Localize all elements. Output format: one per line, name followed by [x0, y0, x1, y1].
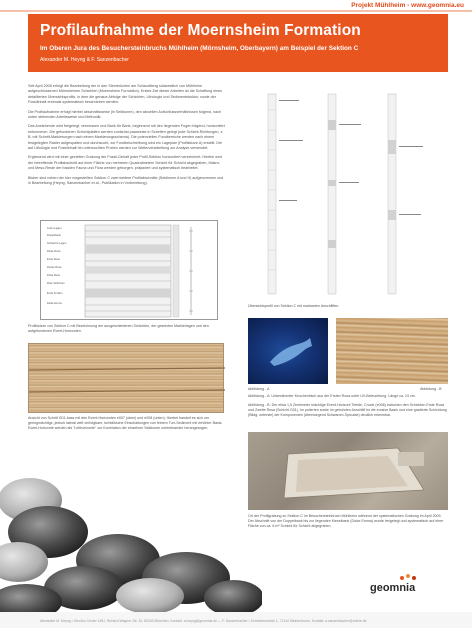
stratigraphic-overview	[248, 90, 448, 300]
strat-columns-graphic	[248, 90, 448, 300]
paragraph: Seit April 2008 erfolgt die Bearbeitung der in den Steinbrüchen am Schaudiberg südwestlich von Mühlheim aufgeschlossenen Mörnsheimer Schichten (Moernsheim Formation). Erstes Ziel dieser Arbeiten ist die Schaffung eines detaillierten Übersichtsprofils, in dem die genaue Abfolge der Schichten, Lithologie und Sedimentstruktur, sowie der Fossilinhalt erstmals systematisch beschrieben werden.	[28, 84, 223, 105]
layer-label: Schwarze Lagen	[47, 242, 67, 245]
profile-sketch-graphic	[41, 221, 219, 321]
paragraph: Das Anstehende wird freigelegt, vermessen und Bank für Bank, beginnend mit den liegenden Fugen folgend, horizontiert entnommen. Die gefundenen Schichtplatten werden zunächst paarweise in Schelfen gelegt (rote Schicht-Richtungen, z. B. mit Schnitt-Markierungen nach einem Markierungsschema). Die potenziellen Fundbereiche werden nach einem festgelegten Raster aufgespalten und durchsucht, zur Fundbeschreibung wird ein Lageplan (Profilskizze A) erstellt. Die auf Lithologie und Fossilinhalt hin untersuchten Proben werden zur Weiterverarbeitung zur Analyse verwendet.	[28, 124, 225, 151]
decorative-stones	[0, 470, 262, 620]
layer-label: Lehm-Lagen	[47, 227, 62, 230]
logo-dots-icon	[398, 572, 418, 582]
excavation-graphic	[248, 432, 448, 510]
strat-caption: Übersichtsprofil von Sektion C mit markanten Anschliffen.	[248, 304, 340, 308]
paragraph: Bisher sind neben der hier vorgestellten Sektion C zwei weitere Profilabschnitte (Sektionen A und H) aufgenommen und in Bearbeitung (Heyng, Sanzenbacher et al., Publikation in Vorbereitung).	[28, 175, 224, 186]
layer-label: Dritte Rosa	[47, 274, 60, 277]
paragraph: Die Profilaufnahme erfolgt hierbei abschnittsweise (in Sektionen), den aktuellen Aufschlussverhältnissen folgend, nach unten stehenden Arbeitsweise und Methodik:	[28, 109, 222, 120]
poster-title: Profilaufnahme der Moernsheim Formation	[40, 22, 361, 39]
event-horizon-marks	[29, 344, 225, 414]
abb-b-label: Abbildung - B	[420, 387, 442, 391]
layer-label: Rote Schichten	[47, 282, 65, 285]
poster-subtitle: Im Oberen Jura des Besuchersteinbruchs Mühlheim (Mörnsheim, Oberbayern) am Beispiel der Sektion C	[40, 45, 359, 52]
profile-caption: Profilskizze von Sektion C mit Bezeichnung der ausgeschiedenen Schichten, der gesetzten Markierlagen und den aufgefundenen Event-Horizonten.	[28, 324, 209, 333]
abb-a-caption: Abbildung - A: Unbestimmter Knochenfisch aus der Ersten Rosa unter UV-Beleuchtung. Länge ca. 24 cm.	[248, 394, 416, 398]
title-banner	[28, 14, 448, 72]
abb-b-caption: Abbildung - B: Der etwa 1,5 Zentimeter mächtige Event-Horizont Tiefste, Crucie (e008) zwischen den Schichten Erste Rosa und Zweite Rosa (Schicht G01). Im polierten sowie im gebohrten Anschliff ist die erosive Basis und eine gradierte Schichtung (Bildg. unterste) der Komponenten (überwiegend Schwamm-Spiculae) deutlich erkennbar.	[248, 403, 447, 417]
layer-label: Erste Knollen	[47, 292, 63, 295]
project-label[interactable]: Projekt Mühlheim - www.geomnia.eu	[351, 2, 464, 9]
photo4-caption: Ort der Profilgrabung zu Sektion C im Besuchersteinbruch Mühlheim während der systematischen Grabung im April 2009. Der Abschnitt von der Doppelbank bis zur liegenden Kieselbank (Dicke Emma) wurde freigelegt und systematisch auf einer Fläche von ca. 6 m² Schicht für Schicht abgegraben.	[248, 514, 444, 528]
excavation-site-photo	[248, 432, 448, 510]
photo1-caption: Ansicht von Schritt G01-bass mit den Event-Horizonten e007 (oben) und e008 (unten). Hierbei handelt es sich um geringmächtige, jedoch lateral weit verfolgbare, turbiditische Einschaltungen von feinem Turr-Sediment mit erhöhter Basis. Event-Horizonte werden als "Leithorizonte" zur Korrelation der einzelnen Sektionen untereinander herangezogen.	[28, 416, 223, 430]
footer	[0, 612, 472, 628]
layer-label: Erste Rosa	[47, 258, 60, 261]
layered-rock-photo	[28, 343, 224, 413]
layer-label: Dicke Rosa	[47, 250, 61, 253]
footer-contact: Alexander M. Heyng • Geoöko Center LMU, Richard-Wagner-Str. 10, 80333 München, Kontakt: a.heyng@geomnia.de — F. Sanzenbacher • Schreinerstraße 1, 71144 Steinenbronn, Kontakt: a.sanzenbacher@online.de	[40, 619, 367, 623]
layer-label: Zweite Rosa	[47, 266, 62, 269]
event-horizon-photo	[336, 318, 448, 384]
poster-authors: Alexander M. Heyng & F. Sanzenbacher	[40, 57, 129, 63]
abb-a-label: Abbildung - A	[248, 387, 270, 391]
fish-silhouette	[248, 318, 328, 384]
profile-sketch	[40, 220, 218, 320]
fish-fossil-photo	[248, 318, 328, 384]
geomnia-logo[interactable]: geomnia	[370, 582, 416, 594]
paragraph: Ergänzend wird mit einer gezielten Grabung der Fossil-Gehalt jeder Profil-Sektion horizontiert verzeichnet. Hierbei wird der betreffende Profilabschnitt auf einer Fläche von mehreren Quadratmetern Schicht für Schicht abgegraben, Makro- und Meso-Reste der fossilen Fauna und Flora werden geborgen, präpariert und systematisch bearbeitet.	[28, 155, 222, 171]
intro-text	[28, 84, 226, 191]
layer-label: Dicke Emma	[47, 302, 62, 305]
layer-label: Doppelbank	[47, 234, 61, 237]
